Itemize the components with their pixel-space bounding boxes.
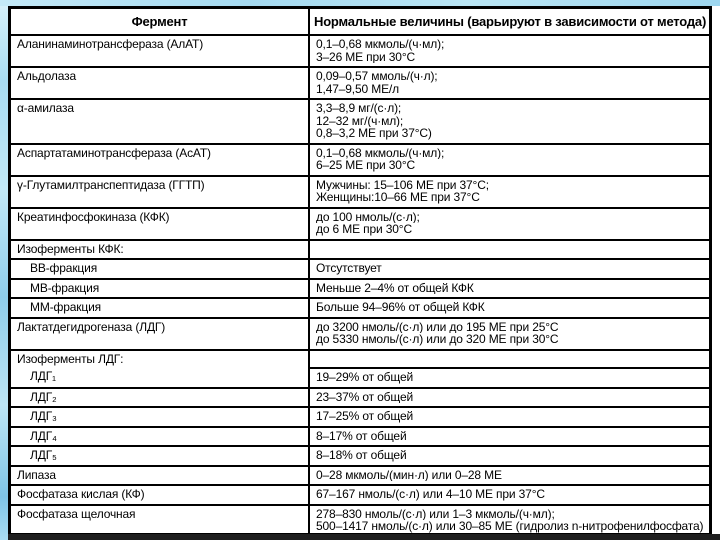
value-line: 0,09–0,57 ммоль/(ч·л);	[316, 70, 438, 83]
enzyme-name-cell: ЛДГ₄	[10, 427, 309, 447]
value-line: 1,47–9,50 МЕ/л	[316, 82, 399, 95]
table-row	[10, 144, 710, 176]
enzyme-name-cell: ВВ-фракция	[10, 259, 309, 279]
enzyme-values-cell	[309, 427, 710, 447]
value-line: 17–25% от общей	[316, 410, 414, 423]
value-line: до 6 МЕ при 30°С	[316, 223, 412, 236]
value-line: 19–29% от общей	[316, 371, 414, 384]
table-row	[10, 279, 710, 299]
enzyme-values-cell	[309, 485, 710, 505]
enzyme-values-cell	[309, 35, 710, 67]
table-row	[10, 259, 710, 279]
enzyme-name-cell: Креатинфосфокиназа (КФК)	[10, 208, 309, 240]
table-row	[10, 240, 710, 260]
enzyme-values-cell	[309, 298, 710, 318]
value-line: 3–26 МЕ при 30°С	[316, 50, 415, 63]
enzyme-values-cell	[309, 350, 710, 369]
value-line: Мужчины: 15–106 МЕ при 37°С;	[316, 178, 489, 191]
value-line: 0–28 мкмоль/(мин·л) или 0–28 МЕ	[316, 468, 502, 481]
value-line: Женщины:10–66 МЕ при 37°С	[316, 191, 480, 204]
enzyme-values-cell	[309, 388, 710, 408]
table-row	[10, 208, 710, 240]
enzyme-values-cell	[309, 259, 710, 279]
value-line: 0,1–0,68 мкмоль/(ч·мл);	[316, 146, 445, 159]
header-normal-values-column: Нормальные величины (варьируют в зависимости от метода)	[309, 8, 710, 35]
enzyme-name-cell: Липаза	[10, 466, 309, 486]
enzyme-name-cell: ММ-фракция	[10, 298, 309, 318]
value-line: 23–37% от общей	[316, 390, 414, 403]
value-line: 0,1–0,68 мкмоль/(ч·мл);	[316, 38, 445, 51]
table-row	[10, 505, 710, 535]
table-row	[10, 298, 710, 318]
enzyme-name-cell: МВ-фракция	[10, 279, 309, 299]
value-line: до 5330 нмоль/(с·л) или до 320 МЕ при 30°С	[316, 333, 559, 346]
table-row	[10, 318, 710, 350]
value-line: 0,8–3,2 МЕ при 37°С)	[316, 127, 432, 140]
value-line: Больше 94–96% от общей КФК	[316, 301, 485, 314]
enzyme-values-cell	[309, 318, 710, 350]
enzyme-values-cell	[309, 67, 710, 99]
enzyme-values-cell	[309, 368, 710, 388]
value-line: до 3200 нмоль/(с·л) или до 195 МЕ при 25°С	[316, 320, 559, 333]
enzyme-values-cell	[309, 176, 710, 208]
value-line: 8–18% от общей	[316, 449, 407, 462]
value-line: 8–17% от общей	[316, 429, 407, 442]
enzyme-values-cell	[309, 466, 710, 486]
value-line: 67–167 нмоль/(с·л) или 4–10 МЕ при 37°С	[316, 488, 545, 501]
enzyme-name-cell: ЛДГ₃	[10, 407, 309, 427]
value-line: Меньше 2–4% от общей КФК	[316, 281, 474, 294]
enzyme-name-cell: Аспартатаминотрансфераза (АсАТ)	[10, 144, 309, 176]
table-row	[10, 485, 710, 505]
enzyme-table	[9, 7, 711, 534]
enzyme-values-cell	[309, 505, 710, 535]
table-row	[10, 368, 710, 388]
enzyme-values-cell	[309, 407, 710, 427]
enzyme-values-cell	[309, 240, 710, 260]
value-line: 278–830 нмоль/(с·л) или 1–3 мкмоль/(ч·мл);	[316, 507, 555, 520]
table-body	[10, 35, 710, 534]
slide-background-left-strip	[0, 0, 8, 540]
enzyme-name-cell: ЛДГ₂	[10, 388, 309, 408]
table-row	[10, 446, 710, 466]
table-row	[10, 67, 710, 99]
enzyme-name-cell: Альдолаза	[10, 67, 309, 99]
value-line: 500–1417 нмоль/(с·л) или 30–85 МЕ (гидролиз n-нитрофенилфосфата)	[316, 520, 704, 533]
enzyme-values-cell	[309, 144, 710, 176]
table-row	[10, 388, 710, 408]
enzyme-reference-table-container	[8, 6, 712, 534]
header-enzyme-column: Фермент	[10, 8, 309, 35]
enzyme-name-cell: ЛДГ₅	[10, 446, 309, 466]
enzyme-name-cell: Лактатдегидрогеназа (ЛДГ)	[10, 318, 309, 350]
table-row	[10, 466, 710, 486]
slide-bottom-dark-band	[8, 534, 720, 540]
enzyme-name-cell: Фосфатаза кислая (КФ)	[10, 485, 309, 505]
table-row	[10, 99, 710, 144]
enzyme-name-cell: Аланинаминотрансфераза (АлАТ)	[10, 35, 309, 67]
table-row	[10, 350, 710, 369]
table-row	[10, 176, 710, 208]
table-row	[10, 407, 710, 427]
table-row	[10, 35, 710, 67]
enzyme-name-cell: Изоферменты ЛДГ:	[10, 350, 309, 369]
enzyme-name-cell: Изоферменты КФК:	[10, 240, 309, 260]
enzyme-values-cell	[309, 99, 710, 144]
value-line: 3,3–8,9 мг/(с·л);	[316, 102, 402, 115]
enzyme-name-cell: γ-Глутамилтранспептидаза (ГГТП)	[10, 176, 309, 208]
enzyme-name-cell: ЛДГ₁	[10, 368, 309, 388]
header-row	[10, 8, 710, 35]
value-line: Отсутствует	[316, 262, 382, 275]
table-row	[10, 427, 710, 447]
enzyme-name-cell: α-амилаза	[10, 99, 309, 144]
enzyme-name-cell: Фосфатаза щелочная	[10, 505, 309, 535]
table-header	[10, 8, 710, 35]
enzyme-values-cell	[309, 446, 710, 466]
value-line: 6–25 МЕ при 30°С	[316, 159, 415, 172]
enzyme-values-cell	[309, 279, 710, 299]
value-line: 12–32 мг/(ч·мл);	[316, 114, 404, 127]
value-line: до 100 нмоль/(с·л);	[316, 210, 420, 223]
enzyme-values-cell	[309, 208, 710, 240]
